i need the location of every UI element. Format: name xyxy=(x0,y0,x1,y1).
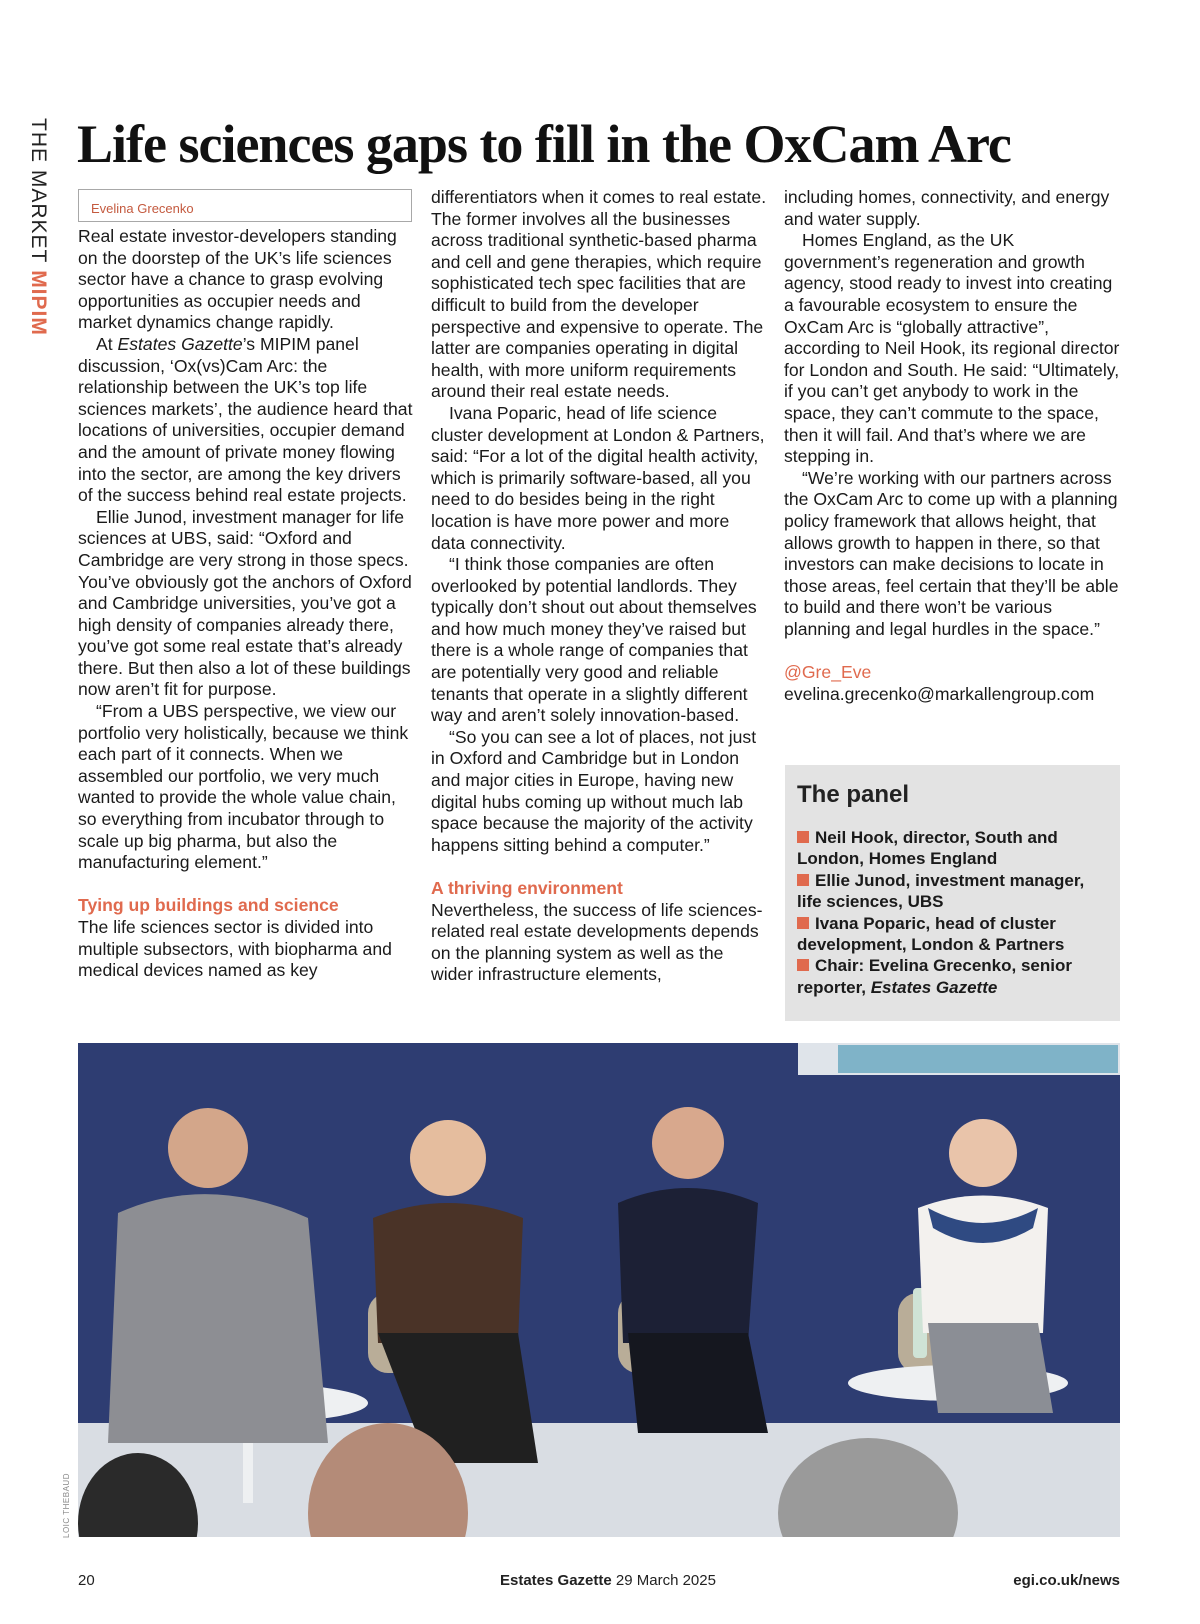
paragraph: “So you can see a lot of places, not just in Oxford and Cambridge but in London and major cities in Europe, having new digital hubs coming up without much lab space because the majority of the activity happens sitting behind a computer.” xyxy=(431,726,757,855)
email-link[interactable]: evelina.grecenko@markallengroup.com xyxy=(784,683,1095,704)
publication-name: Estates Gazette xyxy=(117,333,243,354)
paragraph: Nevertheless, the success of life sciences-related real estate developments depends on the planning system as well as the wider infrastructure elements, xyxy=(431,899,763,985)
article-column-3 xyxy=(784,187,1120,705)
section-label xyxy=(26,118,50,336)
twitter-handle-link[interactable]: @Gre_Eve xyxy=(784,662,872,683)
bullet-square-icon xyxy=(797,917,809,929)
paragraph: The life sciences sector is divided into multiple subsectors, with biopharma and medical devices named as key xyxy=(78,917,392,981)
bullet-square-icon xyxy=(797,959,809,971)
paragraph: “I think those companies are often overlooked by potential landlords. They typically don’t shout out about themselves and how much money they’ve raised but there is a whole range of companies that are potentially very good and reliable tenants that operate in a slightly different way and aren’t solely innovation-based. xyxy=(431,554,757,726)
paragraph: “We’re working with our partners across the OxCam Arc to come up with a planning policy framework that allows height, that allows growth to happen in there, so that investors can make decisions to locate in those areas, feel certain that they’ll be able to build and there won’t be various planning and legal hurdles in the space.” xyxy=(784,467,1119,639)
panel-item: Chair: Evelina Grecenko, senior reporter, Estates Gazette xyxy=(797,956,1072,997)
article-headline: Life sciences gaps to fill in the OxCam Arc xyxy=(77,114,1011,174)
footer-date: 29 March 2025 xyxy=(615,1572,716,1589)
article-column-1 xyxy=(78,186,414,982)
footer-publication xyxy=(500,1572,716,1589)
subheading: A thriving environment xyxy=(431,878,623,898)
bullet-square-icon xyxy=(797,831,809,843)
paragraph: At Estates Gazette’s MIPIM panel discussion, ‘Ox(vs)Cam Arc: the relationship between the UK’s top life sciences markets’, the audience heard that locations of universities, occupier demand and the amount of private money flowing into the sector, are among the key drivers of the success behind real estate projects. xyxy=(78,333,413,506)
footer-url-link[interactable]: egi.co.uk/news xyxy=(1013,1572,1120,1589)
paragraph: Ellie Junod, investment manager for life sciences at UBS, said: “Oxford and Cambridge are very strong in those specs. You’ve obviously got the anchors of Oxford and Cambridge universities, you’ve got a high density of companies already there, you’ve got some real estate that’s already there. But then also a lot of these buildings now aren’t fit for purpose. xyxy=(78,506,412,700)
panel-item: Neil Hook, director, South and London, Homes England xyxy=(797,828,1058,869)
section-label-prefix: THE MARKET xyxy=(27,118,50,264)
panel-box xyxy=(785,765,1120,1021)
footer-publication-name: Estates Gazette xyxy=(500,1572,612,1589)
panel-photo-illustration xyxy=(78,1043,1120,1537)
panel-item: Ivana Poparic, head of cluster development, London & Partners xyxy=(797,913,1065,955)
paragraph: Ivana Poparic, head of life science cluster development at London & Partners, said: “For a lot of the digital health activity, which is primarily software-based, all you need to do besides being in the right location is have more power and more data connectivity. xyxy=(431,402,765,553)
bullet-square-icon xyxy=(797,874,809,886)
subheading: Tying up buildings and science xyxy=(78,895,339,916)
article-column-2 xyxy=(431,187,767,986)
page-number: 20 xyxy=(78,1572,95,1589)
panel-title: The panel xyxy=(797,781,910,808)
panel-item: Ellie Junod, investment manager, life sciences, UBS xyxy=(797,870,1085,912)
section-label-accent: MIPIM xyxy=(27,270,50,336)
paragraph: including homes, connectivity, and energy and water supply. xyxy=(784,187,1110,229)
panel-photo xyxy=(78,1043,1120,1537)
paragraph: differentiators when it comes to real estate. The former involves all the businesses across traditional synthetic-based pharma and cell and gene therapies, which require sophisticated tech spec facilities that are difficult to build from the developer perspective and expensive to operate. The latter are companies operating in digital health, with more uniform requirements around their real estate needs. xyxy=(431,187,767,402)
paragraph: Homes England, as the UK government’s regeneration and growth agency, stood ready to invest into creating a favourable ecosystem to ensure the OxCam Arc is “globally attractive”, according to Neil Hook, its regional director for London and South. He said: “Ultimately, if you can’t get anybody to work in the space, they can’t commute to the space, then it will fail. And that’s where we are stepping in. xyxy=(784,230,1120,467)
paragraph: “From a UBS perspective, we view our portfolio very holistically, because we think each part of it connects. When we assembled our portfolio, we very much wanted to provide the whole value chain, so everything from incubator through to scale up big pharma, but also the manufacturing element.” xyxy=(78,701,409,873)
paragraph: Real estate investor-developers standing on the doorstep of the UK’s life sciences sector have a chance to grasp evolving opportunities as occupier needs and market dynamics change rapidly. xyxy=(78,226,397,333)
publication-name: Estates Gazette xyxy=(870,977,998,997)
photo-credit: LOIC THEBAUD xyxy=(62,1473,71,1538)
byline: Evelina Grecenko xyxy=(78,189,412,222)
author-contact xyxy=(784,662,1120,705)
